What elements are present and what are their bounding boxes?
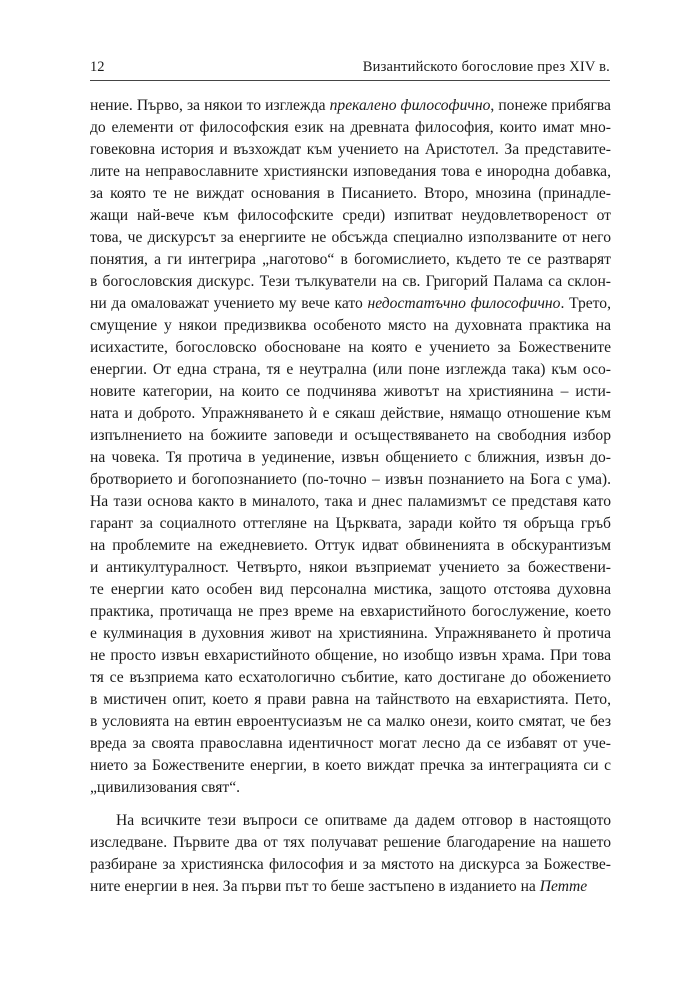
text-run: На тази основа както в миналото, така и днес паламизмът се представя като xyxy=(90,493,611,510)
text-run: . Трето, xyxy=(560,295,611,312)
text-line xyxy=(90,810,611,832)
text-run: на проблемите на ежедневието. Оттук идват обвиненията в обскурантизъм xyxy=(90,537,611,554)
page-number: 12 xyxy=(90,59,105,75)
text-run: исихастите, богословско обосноване на която е учението за Божествените xyxy=(90,339,611,356)
text-line xyxy=(90,425,611,447)
text-line xyxy=(90,271,611,293)
text-line xyxy=(90,832,611,854)
text-run: в богословския дискурс. Тези тълкуватели на св. Григорий Палама са склон- xyxy=(90,273,611,290)
text-line xyxy=(90,381,611,403)
text-line xyxy=(90,447,611,469)
text-run: нение. Първо, за някои то изглежда xyxy=(90,97,330,114)
text-run: вреда за своята православна идентичност могат лесно да се избавят от уче- xyxy=(90,735,611,752)
text-line xyxy=(90,227,611,249)
text-run: новите категории, на които се подчинява животът на християнина – исти- xyxy=(90,383,611,400)
text-run: тя се възприема като есхатологично събитие, като достигане до обожението xyxy=(90,669,611,686)
italic-phrase: Петте xyxy=(539,878,588,895)
text-run: те енергии като особен вид персонална мистика, защото отстоява духовна xyxy=(90,581,611,598)
text-run: жащи най-вече към философските среди) изпитват неудовлетвореност от xyxy=(90,207,611,224)
text-line xyxy=(90,777,611,799)
text-line xyxy=(90,557,611,579)
text-line xyxy=(90,249,611,271)
text-line xyxy=(90,711,611,733)
running-title: Византийското богословие през XIV в. xyxy=(362,59,610,75)
text-run: смущение у някои предизвиква особеното място на духовната практика на xyxy=(90,317,611,334)
text-run: до елементи от философския език на древната философия, които имат мно- xyxy=(90,119,611,136)
text-run: и антикултуралност. Четвърто, някои възприемат учението за божествени- xyxy=(90,559,611,576)
text-line xyxy=(90,535,611,557)
text-run: На всичките тези въпроси се опитваме да дадем отговор в настоящото xyxy=(116,812,611,829)
text-run: не просто извън евхаристийното общение, но изобщо извън храма. При това xyxy=(90,647,611,664)
text-run: за която те не виждат основания в Писанието. Второ, мнозина (принадле- xyxy=(90,185,611,202)
text-line xyxy=(90,601,611,623)
text-run: разбиране за християнска философия и за мястото на дискурса за Божестве- xyxy=(90,856,611,873)
paragraph xyxy=(90,810,611,898)
text-line xyxy=(90,315,611,337)
text-line xyxy=(90,755,611,777)
text-run: изпълнението на божиите заповеди и осъществяването на свободния избор xyxy=(90,427,611,444)
text-run: говековна история и възхождат към учението на Аристотел. За представите- xyxy=(90,141,611,158)
text-run: в мистичен опит, което я прави равна на тайнството на евхаристията. Пето, xyxy=(90,691,611,708)
text-line xyxy=(90,95,611,117)
text-line xyxy=(90,623,611,645)
text-line xyxy=(90,876,611,898)
body-text xyxy=(90,95,611,898)
text-run: ни да омаловажат учението му вече като xyxy=(90,295,368,312)
text-line xyxy=(90,205,611,227)
text-line xyxy=(90,733,611,755)
paragraph xyxy=(90,95,611,799)
header-rule xyxy=(90,80,610,81)
text-line xyxy=(90,491,611,513)
italic-phrase: недостатъчно философично xyxy=(367,295,561,312)
text-line xyxy=(90,667,611,689)
text-run: това, че дискурсът за енергиите не обсъжда специално използваните от него xyxy=(90,229,611,246)
text-line xyxy=(90,469,611,491)
text-run: бротворието и богопознанието (по-точно – извън познанието на Бога с ума). xyxy=(90,471,611,488)
text-line xyxy=(90,117,611,139)
text-line xyxy=(90,579,611,601)
text-run: лите на неправославните християнски изповедания това е инородна добавка, xyxy=(90,163,611,180)
text-run: гарант за социалното оттегляне на Църквата, заради който тя обръща гръб xyxy=(90,515,611,532)
text-run: „цивилизования свят“. xyxy=(90,779,241,796)
text-run: ните енергии в нея. За първи път то беше застъпено в изданието на xyxy=(90,878,540,895)
text-run: , понеже прибягва xyxy=(490,97,611,114)
text-line xyxy=(90,359,611,381)
text-run: в условията на евтин евроентусиазъм не са малко онези, които смятат, че без xyxy=(90,713,611,730)
text-line xyxy=(90,689,611,711)
text-run: на човека. Тя протича в уединение, извън общението с ближния, извън до- xyxy=(90,449,611,466)
text-run: е кулминация в духовния живот на християнина. Упражняването ѝ протича xyxy=(90,625,611,642)
text-line xyxy=(90,645,611,667)
text-run: понятия, а ги интегрира „наготово“ в богомислието, където те се разтварят xyxy=(90,251,611,268)
text-line xyxy=(90,139,611,161)
text-line xyxy=(90,854,611,876)
text-line xyxy=(90,513,611,535)
paragraph-gap xyxy=(90,799,611,810)
text-line xyxy=(90,293,611,315)
text-line xyxy=(90,183,611,205)
text-run: изследване. Първите два от тях получават решение благодарение на нашето xyxy=(90,834,611,851)
text-line xyxy=(90,337,611,359)
text-run: ната и доброто. Упражняването ѝ е сякаш действие, нямащо отношение към xyxy=(90,405,611,422)
page-header xyxy=(90,54,610,80)
text-line xyxy=(90,403,611,425)
text-line xyxy=(90,161,611,183)
text-run: практика, протичаща не през време на евхаристийното богослужение, което xyxy=(90,603,611,620)
italic-phrase: прекалено философично xyxy=(329,97,491,114)
text-run: нието за Божествените енергии, в което виждат пречка за интеграцията си с xyxy=(90,757,611,774)
text-run: енергии. От една страна, тя е неутрална (или поне изглежда така) към осо- xyxy=(90,361,611,378)
